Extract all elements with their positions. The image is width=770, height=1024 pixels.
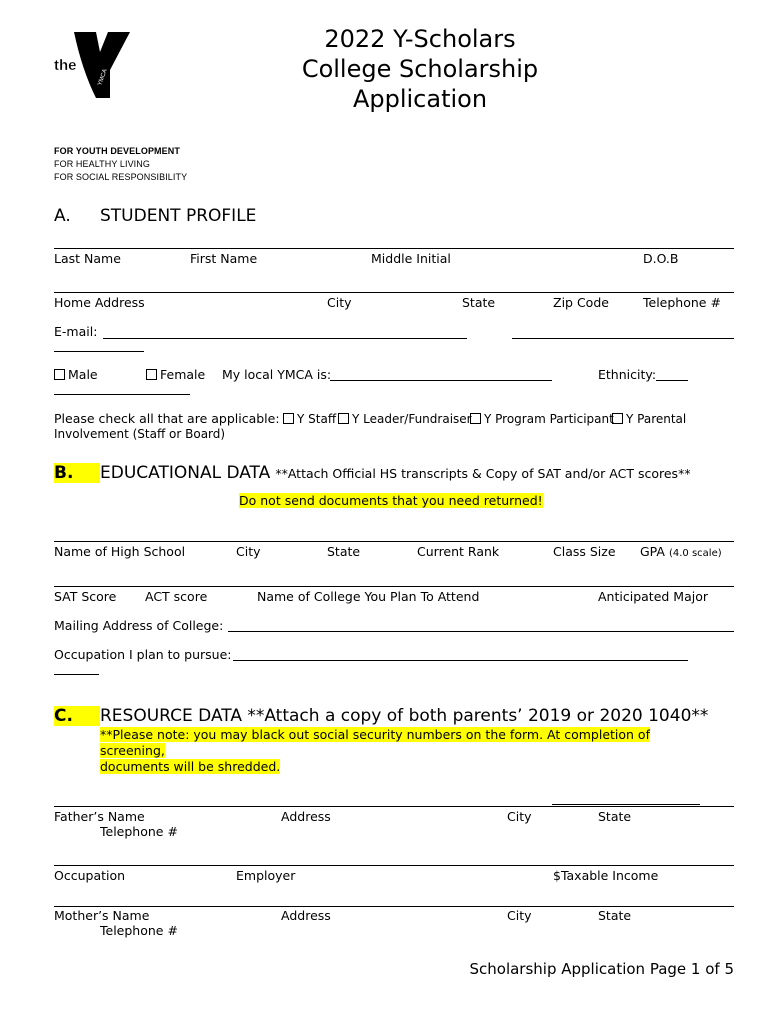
father-name-label: Father’s Name (54, 809, 145, 824)
field-line[interactable] (54, 865, 734, 866)
male-label: Male (68, 367, 98, 382)
logo-ymca-text: YMCA (97, 68, 109, 87)
field-line[interactable] (54, 292, 734, 293)
mother-name-label: Mother’s Name (54, 908, 150, 923)
occupation-label: Occupation (54, 868, 126, 883)
page-title (260, 24, 580, 114)
checkbox[interactable] (283, 413, 294, 424)
ethnicity-field-wrap[interactable] (54, 394, 190, 395)
male-option[interactable] (54, 367, 98, 382)
checkbox[interactable] (54, 369, 65, 380)
current-rank-label: Current Rank (417, 544, 500, 559)
major-label: Anticipated Major (598, 589, 708, 604)
taxable-income-label: $Taxable Income (553, 868, 659, 883)
female-option[interactable] (146, 367, 205, 382)
high-school-label: Name of High School (54, 544, 186, 559)
checkbox[interactable] (338, 413, 349, 424)
check-continuation: Involvement (Staff or Board) (54, 427, 226, 441)
dob-label: D.O.B (643, 251, 679, 266)
ymca-logo (52, 30, 134, 100)
zip-label: Zip Code (553, 295, 609, 310)
middle-initial-label: Middle Initial (371, 251, 451, 266)
gpa-label (640, 544, 722, 559)
email-field-cont[interactable] (512, 338, 734, 339)
mother-state-label: State (598, 908, 632, 923)
check-y-leader[interactable] (338, 412, 472, 426)
occupation-plan-field[interactable] (233, 660, 688, 661)
checkbox[interactable] (470, 413, 481, 424)
title-line: Application (352, 85, 488, 113)
state-label: State (462, 295, 496, 310)
mailing-address-field[interactable] (228, 631, 734, 632)
page-footer: Scholarship Application Page 1 of 5 (469, 960, 734, 978)
check-prompt (54, 411, 280, 426)
note-line: **Please note: you may black out social security numbers on the form. At completion of (100, 727, 650, 742)
tagline-line: FOR YOUTH DEVELOPMENT (54, 146, 180, 156)
logo-wordmark: the (54, 57, 77, 74)
section-b-attach-note: **Attach Official HS transcripts & Copy of SAT and/or ACT scores** (275, 466, 691, 481)
father-state-label: State (598, 809, 632, 824)
note-line: screening, (100, 743, 165, 758)
section-b-letter: B. (54, 463, 100, 483)
local-ymca-field[interactable] (330, 380, 552, 381)
field-line[interactable] (54, 806, 734, 807)
first-name-label: First Name (190, 251, 258, 266)
gpa-text: GPA (640, 544, 665, 559)
mother-address-label: Address (281, 908, 331, 923)
father-city-label: City (507, 809, 532, 824)
gpa-scale: (4.0 scale) (668, 548, 722, 559)
field-line[interactable] (54, 906, 734, 907)
local-ymca-label: My local YMCA is: (222, 367, 332, 382)
section-c-note (100, 727, 650, 775)
check-label: Y Program Participant (484, 412, 614, 426)
home-address-label: Home Address (54, 295, 145, 310)
mother-telephone-label: Telephone # (100, 923, 178, 938)
check-y-staff[interactable] (283, 412, 336, 426)
checkbox[interactable] (612, 413, 623, 424)
college-label: Name of College You Plan To Attend (257, 589, 480, 604)
section-a-heading: STUDENT PROFILE (100, 206, 257, 226)
sat-label: SAT Score (54, 589, 117, 604)
ymca-y-shape (74, 32, 130, 98)
email-field-wrap[interactable] (54, 351, 144, 352)
female-label: Female (160, 367, 206, 382)
field-line-short[interactable] (552, 804, 700, 805)
email-label: E-mail: (54, 324, 98, 339)
city-label: City (327, 295, 352, 310)
section-a-letter: A. (54, 206, 71, 226)
check-label: Y Leader/Fundraiser (352, 412, 472, 426)
occupation-plan-label: Occupation I plan to pursue: (54, 647, 232, 662)
email-field[interactable] (103, 338, 467, 339)
check-y-program[interactable] (470, 412, 614, 426)
checkbox[interactable] (146, 369, 157, 380)
school-city-label: City (236, 544, 261, 559)
section-c-letter: C. (54, 706, 100, 726)
field-line[interactable] (54, 248, 734, 249)
mother-city-label: City (507, 908, 532, 923)
school-state-label: State (327, 544, 361, 559)
father-address-label: Address (281, 809, 331, 824)
father-telephone-label: Telephone # (100, 824, 178, 839)
check-label: Y Staff (297, 412, 337, 426)
note-line: documents will be shredded. (100, 759, 281, 774)
check-y-parental[interactable] (612, 412, 686, 426)
check-prompt-text: Please check all that are applicable: (54, 411, 280, 426)
logo-tagline (54, 145, 187, 184)
check-label: Y Parental (626, 412, 687, 426)
tagline-line: FOR SOCIAL RESPONSIBILITY (54, 172, 188, 182)
class-size-label: Class Size (553, 544, 616, 559)
title-line: 2022 Y-Scholars (324, 25, 516, 53)
section-c-heading: RESOURCE DATA **Attach a copy of both parents’ 2019 or 2020 1040** (100, 706, 709, 726)
return-warning: Do not send documents that you need returned! (239, 493, 543, 508)
act-label: ACT score (145, 589, 208, 604)
title-line: College Scholarship (301, 55, 539, 83)
mailing-address-label: Mailing Address of College: (54, 618, 224, 633)
section-b-heading: EDUCATIONAL DATA (100, 463, 271, 483)
field-line[interactable] (54, 541, 734, 542)
tagline-line: FOR HEALTHY LIVING (54, 159, 150, 169)
section-b-heading-row (100, 463, 691, 483)
occupation-plan-wrap[interactable] (54, 674, 99, 675)
ethnicity-label: Ethnicity: (598, 367, 657, 382)
field-line[interactable] (54, 586, 734, 587)
telephone-label: Telephone # (643, 295, 721, 310)
last-name-label: Last Name (54, 251, 121, 266)
employer-label: Employer (236, 868, 296, 883)
ethnicity-field[interactable] (656, 380, 688, 381)
